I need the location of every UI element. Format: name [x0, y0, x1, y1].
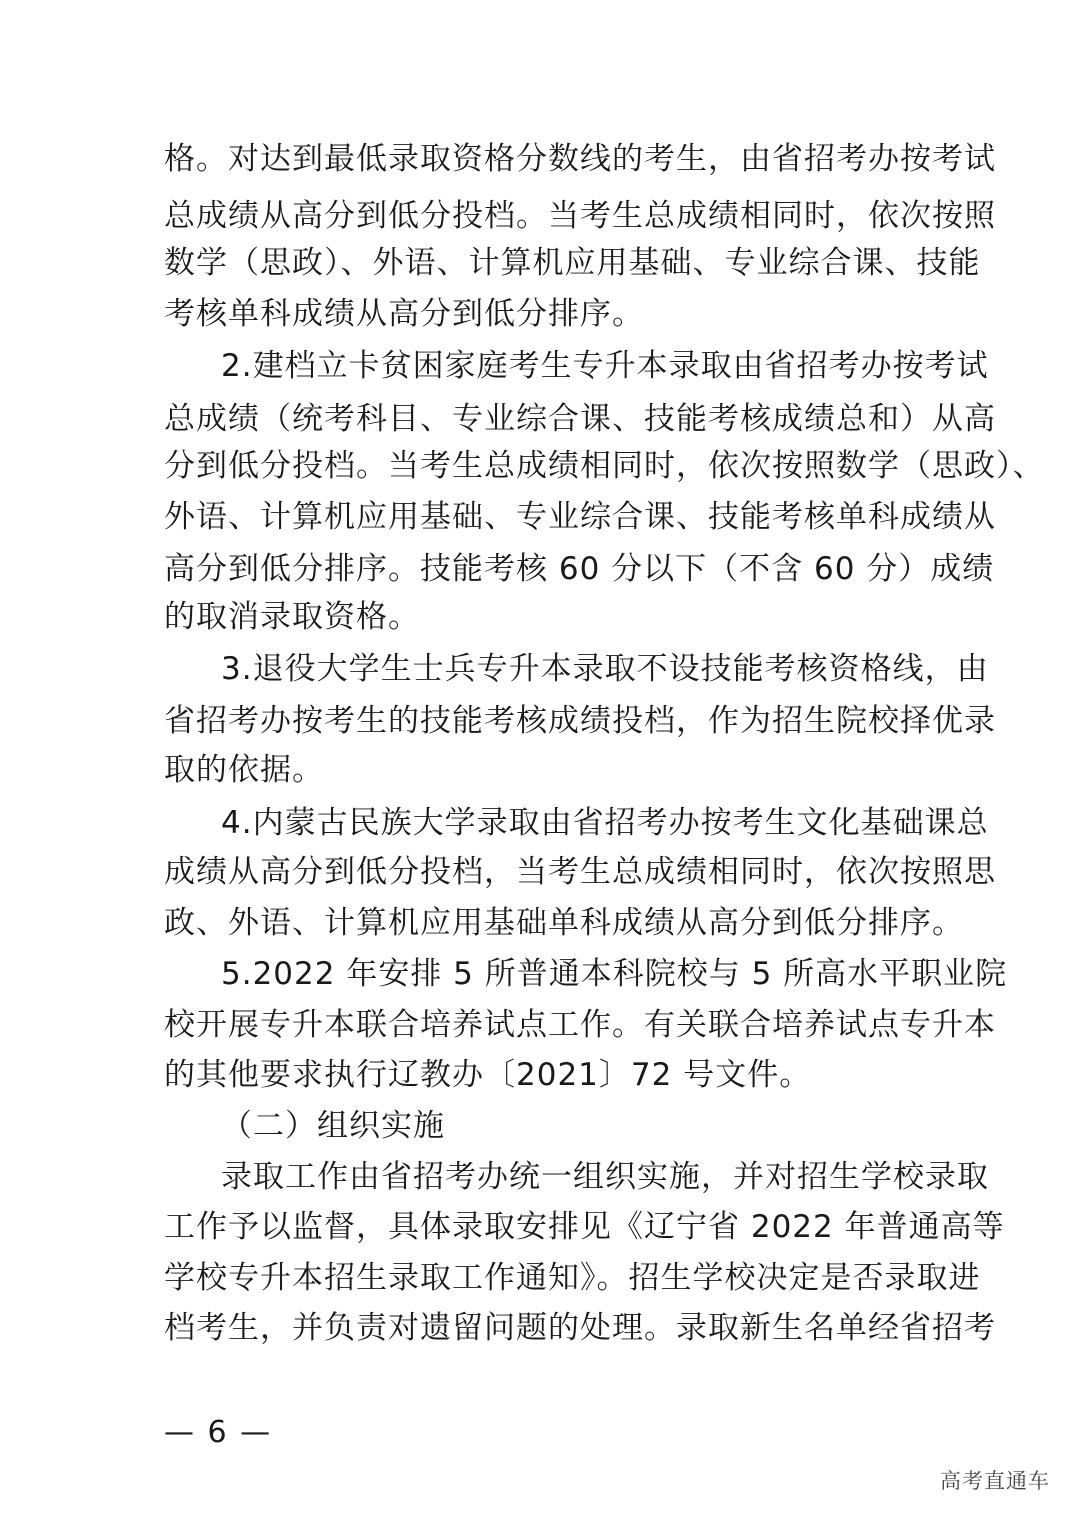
- text-line: 总成绩从高分到低分投档。当考生总成绩相同时，依次按照: [164, 198, 996, 234]
- text-line: 取的依据。: [164, 752, 324, 788]
- text-line: 校开展专升本联合培养试点工作。有关联合培养试点专升本: [164, 1007, 996, 1043]
- paragraph-start-line: 5.2022 年安排 5 所普通本科院校与 5 所高水平职业院: [221, 956, 1008, 992]
- watermark: 高考直通车: [940, 1469, 1050, 1493]
- paragraph-start-line: 2.建档立卡贫困家庭考生专升本录取由省招考办按考试: [221, 348, 989, 384]
- text-line: 外语、计算机应用基础、专业综合课、技能考核单科成绩从: [164, 499, 996, 535]
- text-line: 政、外语、计算机应用基础单科成绩从高分到低分排序。: [164, 905, 964, 941]
- text-line: 考核单科成绩从高分到低分排序。: [164, 296, 644, 332]
- paragraph-start-line: 录取工作由省招考办统一组织实施，并对招生学校录取: [221, 1159, 989, 1195]
- text-line: 工作予以监督，具体录取安排见《辽宁省 2022 年普通高等: [164, 1209, 1005, 1245]
- section-heading: （二）组织实施: [221, 1108, 445, 1144]
- paragraph-start-line: 3.退役大学生士兵专升本录取不设技能考核资格线，由: [221, 651, 989, 687]
- text-line: 高分到低分排序。技能考核 60 分以下（不含 60 分）成绩: [164, 551, 995, 587]
- page-number: — 6 —: [164, 1415, 273, 1450]
- text-line: 档考生，并负责对遗留问题的处理。录取新生名单经省招考: [164, 1310, 996, 1346]
- text-line: 格。对达到最低录取资格分数线的考生，由省招考办按考试: [164, 141, 996, 177]
- text-line: 学校专升本招生录取工作通知》。招生学校决定是否录取进: [164, 1260, 981, 1296]
- paragraph-start-line: 4.内蒙古民族大学录取由省招考办按考生文化基础课总: [221, 805, 989, 841]
- text-line: 的其他要求执行辽教办〔2021〕72 号文件。: [164, 1057, 812, 1093]
- text-line: 成绩从高分到低分投档，当考生总成绩相同时，依次按照思: [164, 854, 996, 890]
- text-line: 分到低分投档。当考生总成绩相同时，依次按照数学（思政）、: [164, 448, 1045, 484]
- text-line: 数学（思政）、外语、计算机应用基础、专业综合课、技能: [164, 245, 981, 281]
- text-line: 的取消录取资格。: [164, 599, 420, 635]
- text-line: 省招考办按考生的技能考核成绩投档，作为招生院校择优录: [164, 703, 996, 739]
- text-line: 总成绩（统考科目、专业综合课、技能考核成绩总和）从高: [164, 401, 996, 437]
